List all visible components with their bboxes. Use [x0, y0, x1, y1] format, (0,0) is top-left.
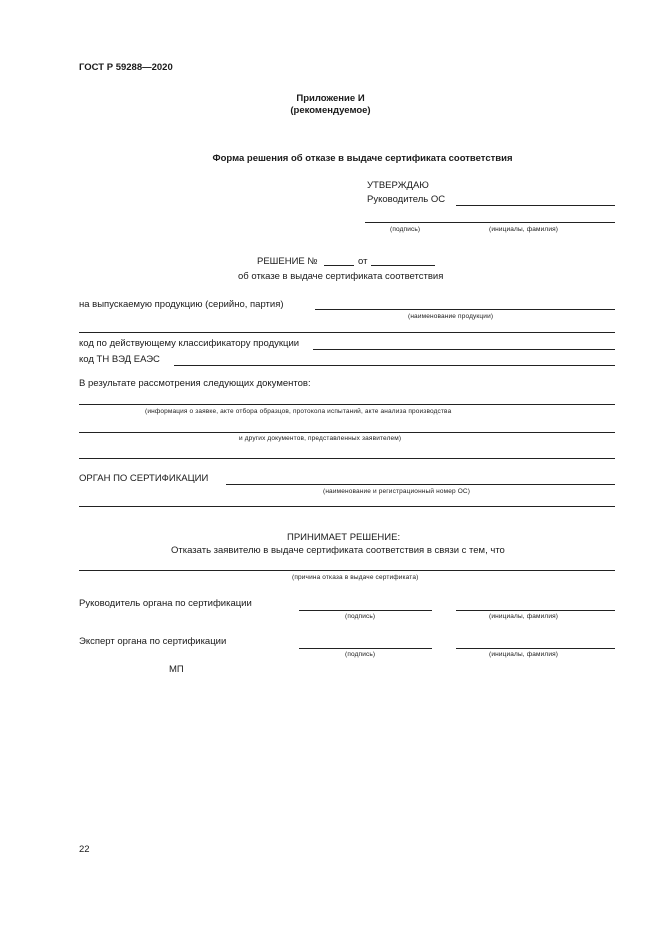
expert-signer-label: Эксперт органа по сертификации — [79, 636, 227, 647]
decision-number-line — [324, 265, 354, 266]
certification-body-line-2 — [79, 506, 615, 507]
product-line-2 — [79, 332, 615, 333]
head-name-line — [456, 610, 615, 611]
documents-line-3 — [79, 458, 615, 459]
appendix-title: Приложение И — [296, 93, 365, 104]
documents-line-2 — [79, 432, 615, 433]
head-name-caption: (инициалы, фамилия) — [489, 613, 559, 620]
approve-head: Руководитель ОС — [367, 194, 446, 205]
reason-caption: (причина отказа в выдаче сертификата) — [292, 574, 419, 581]
approve-head-name-line — [456, 205, 615, 206]
accepts-statement: Отказать заявителю в выдаче сертификата соответствия в связи с тем, что — [171, 545, 505, 556]
form-title: Форма решения об отказе в выдаче сертификата соответствия — [212, 153, 513, 164]
page-number: 22 — [79, 844, 90, 855]
standard-number: ГОСТ Р 59288—2020 — [79, 62, 173, 73]
head-signature-caption: (подпись) — [345, 613, 376, 620]
tnved-line — [174, 365, 615, 366]
classifier-label: код по действующему классификатору продукции — [79, 338, 300, 349]
appendix-subtitle: (рекомендуемое) — [290, 105, 371, 116]
head-signer-label: Руководитель органа по сертификации — [79, 598, 252, 609]
product-label: на выпускаемую продукцию (серийно, партия) — [79, 299, 284, 310]
documents-caption-1: (информация о заявке, акте отбора образцов, протокола испытаний, акте анализа производства — [145, 408, 452, 415]
certification-body-caption: (наименование и регистрационный номер ОС) — [323, 488, 471, 495]
certification-body-label: ОРГАН ПО СЕРТИФИКАЦИИ — [79, 473, 209, 484]
documents-caption-2: и других документов, представленных заявителем) — [239, 435, 402, 442]
approve-signature-caption: (подпись) — [390, 226, 421, 233]
documents-label: В результате рассмотрения следующих документов: — [79, 378, 311, 389]
decision-date-line — [371, 265, 435, 266]
approve-name-caption: (инициалы, фамилия) — [489, 226, 559, 233]
stamp-label: МП — [169, 664, 184, 675]
expert-name-caption: (инициалы, фамилия) — [489, 651, 559, 658]
reason-line — [79, 570, 615, 571]
expert-name-line — [456, 648, 615, 649]
expert-signature-caption: (подпись) — [345, 651, 376, 658]
classifier-line — [313, 349, 615, 350]
product-line — [315, 309, 615, 310]
product-caption: (наименование продукции) — [408, 313, 494, 320]
approve-signature-line — [365, 222, 615, 223]
head-signature-line — [299, 610, 432, 611]
certification-body-line — [226, 484, 615, 485]
decision-number-label: РЕШЕНИЕ № — [257, 256, 318, 267]
tnved-label: код ТН ВЭД ЕАЭС — [79, 354, 160, 365]
expert-signature-line — [299, 648, 432, 649]
approve-label: УТВЕРЖДАЮ — [367, 180, 429, 191]
decision-subject: об отказе в выдаче сертификата соответствия — [238, 271, 444, 282]
decision-from-label: от — [358, 256, 368, 267]
accepts-label: ПРИНИМАЕТ РЕШЕНИЕ: — [287, 532, 401, 543]
documents-line-1 — [79, 404, 615, 405]
